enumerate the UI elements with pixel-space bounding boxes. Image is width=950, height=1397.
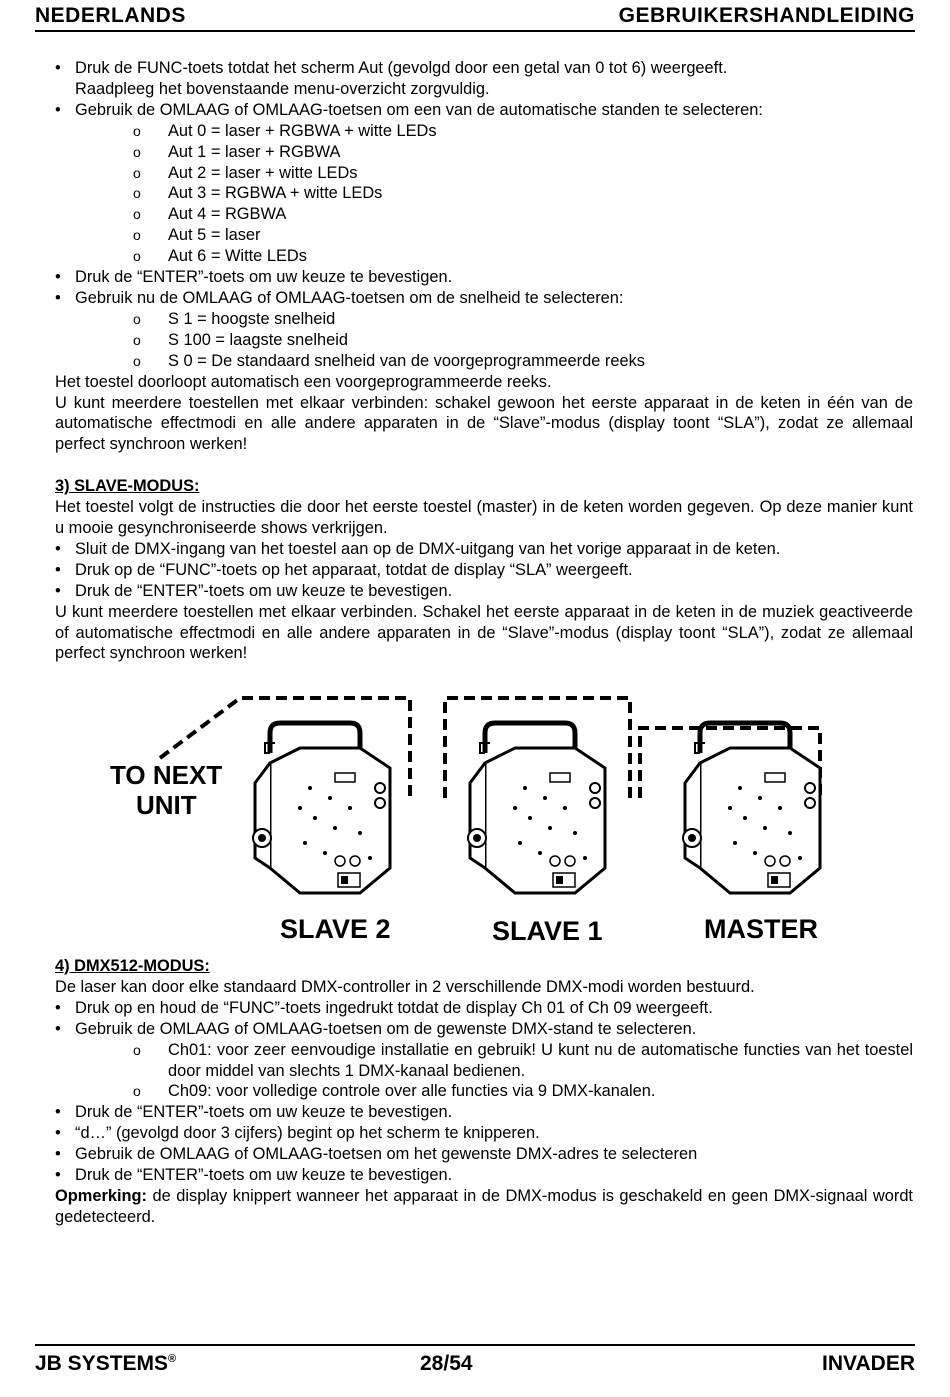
header-title: GEBRUIKERSHANDLEIDING	[618, 4, 915, 27]
list-item: • Gebruik nu de OMLAAG of OMLAAG-toetsen om de snelheid te selecteren:	[55, 288, 913, 309]
paragraph: Het toestel volgt de instructies die door het eerste toestel (master) in de keten worden gegeven. Op deze manier kunt u mooie gesynchroniseerde shows verkrijgen.	[55, 498, 913, 538]
sub-item-aut0: o Aut 0 = laser + RGBWA + witte LEDs	[55, 121, 913, 142]
list-item: • Druk de “ENTER”-toets om uw keuze te bevestigen.	[55, 581, 913, 602]
sub-item-ch09: o Ch09: voor volledige controle over alle functies via 9 DMX-kanalen.	[55, 1081, 913, 1102]
sub-item-ch01: o Ch01: voor zeer eenvoudige installatie en gebruik! U kunt nu de automatische functies van het toestel door middel van slechts 1 DMX-kanaal bedienen.	[55, 1040, 913, 1082]
sub-item-aut3: o Aut 3 = RGBWA + witte LEDs	[55, 183, 913, 204]
list-item: • Druk op en houd de “FUNC”-toets ingedrukt totdat de display Ch 01 of Ch 09 weergeeft.	[55, 998, 913, 1019]
footer-brand: JB SYSTEMS®	[35, 1352, 177, 1375]
list-item: • Gebruik de OMLAAG of OMLAAG-toetsen om het gewenste DMX-adres te selecteren	[55, 1144, 913, 1165]
sub-item-s100: o S 100 = laagste snelheid	[55, 330, 913, 351]
list-item: • Druk de “ENTER”-toets om uw keuze te bevestigen.	[55, 1102, 913, 1123]
sub-item-s0: o S 0 = De standaard snelheid van de voorgeprogrammeerde reeks	[55, 351, 913, 372]
note-text: de display knippert wanneer het apparaat in de DMX-modus is geschakeld en geen DMX-signaal wordt gedetecteerd.	[55, 1186, 913, 1226]
page-header	[35, 2, 915, 32]
slave-1-fixture	[468, 723, 605, 893]
footer-product: INVADER	[822, 1352, 915, 1375]
sub-item-s1: o S 1 = hoogste snelheid	[55, 309, 913, 330]
to-next-label: TO NEXT	[110, 760, 223, 790]
paragraph: U kunt meerdere toestellen met elkaar verbinden: schakel gewoon het eerste apparaat in de keten in één van de automatische effectmodi en alle andere apparaten in de “Slave”-modus (display toont “SLA”), zodat ze allemaal perfect synchroon werken!	[55, 393, 913, 454]
sub-item-aut4: o Aut 4 = RGBWA	[55, 204, 913, 225]
list-item: • Druk op de “FUNC”-toets op het apparaat, totdat de display “SLA” weergeeft.	[55, 560, 913, 581]
paragraph: De laser kan door elke standaard DMX-controller in 2 verschillende DMX-modi worden bestuurd.	[55, 977, 755, 996]
list-item: • Druk de “ENTER”-toets om uw keuze te bevestigen.	[55, 267, 913, 288]
master-label: MASTER	[704, 914, 818, 944]
list-item: • “d…” (gevolgd door 3 cijfers) begint op het scherm te knipperen.	[55, 1123, 913, 1144]
dmx-section	[55, 956, 913, 1228]
list-item: • Druk de FUNC-toets totdat het scherm Aut (gevolgd door een getal van 0 tot 6) weergeeft. Raadpleeg het bovenstaande menu-overzicht zorgvuldig.	[55, 58, 913, 100]
section-title-slave: 3) SLAVE-MODUS:	[55, 477, 200, 496]
section-title-dmx: 4) DMX512-MODUS:	[55, 957, 210, 975]
slave-connection-diagram	[100, 688, 860, 948]
slave-2-fixture	[253, 723, 390, 893]
sub-item-aut1: o Aut 1 = laser + RGBWA	[55, 142, 913, 163]
note-paragraph	[55, 1186, 913, 1228]
note-label: Opmerking:	[55, 1186, 147, 1205]
list-item: • Sluit de DMX-ingang van het toestel aan op de DMX-uitgang van het vorige apparaat in de keten.	[55, 539, 913, 560]
page-content	[55, 58, 913, 664]
slave-1-label: SLAVE 1	[492, 916, 603, 946]
sub-item-aut5: o Aut 5 = laser	[55, 225, 913, 246]
sub-item-aut2: o Aut 2 = laser + witte LEDs	[55, 163, 913, 184]
header-language: NEDERLANDS	[35, 4, 186, 27]
list-item: • Gebruik de OMLAAG of OMLAAG-toetsen om een van de automatische standen te selecteren:	[55, 100, 913, 121]
paragraph: U kunt meerdere toestellen met elkaar verbinden. Schakel het eerste apparaat in de keten in de muziek geactiveerde of automatische effectmodi en alle andere apparaten in de “Slave”-modus (display toont “SLA”), zodat ze allemaal perfect synchroon werken!	[55, 602, 913, 663]
sub-item-aut6: o Aut 6 = Witte LEDs	[55, 246, 913, 267]
page-footer	[35, 1344, 915, 1380]
paragraph: Het toestel doorloopt automatisch een voorgeprogrammeerde reeks.	[55, 372, 552, 391]
list-item: • Druk de “ENTER”-toets om uw keuze te bevestigen.	[55, 1165, 913, 1186]
unit-label: UNIT	[136, 790, 197, 820]
list-item: • Gebruik de OMLAAG of OMLAAG-toetsen om de gewenste DMX-stand te selecteren.	[55, 1019, 913, 1040]
slave-2-label: SLAVE 2	[280, 914, 391, 944]
master-fixture	[683, 723, 820, 893]
page-number: 28/54	[420, 1352, 473, 1375]
